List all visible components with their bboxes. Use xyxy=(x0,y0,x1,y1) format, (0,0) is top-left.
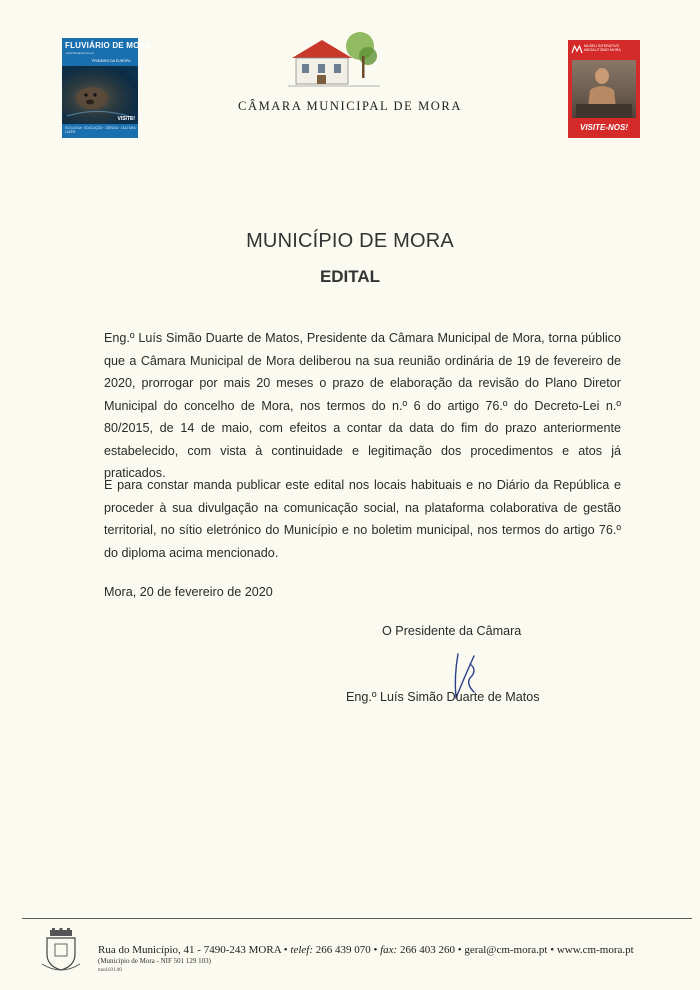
bullet-icon: • xyxy=(373,944,381,956)
footer-telef-label: telef: xyxy=(290,944,313,956)
form-code: mod.031.00 xyxy=(98,968,122,973)
footer-telef: 266 439 070 xyxy=(315,944,371,956)
fluviario-banner-footer: ECOLOGIA · EDUCAÇÃO · CIÊNCIA · CULTURA · LAZER xyxy=(65,126,138,134)
footer-email[interactable]: geral@cm-mora.pt xyxy=(464,944,548,956)
bullet-icon: • xyxy=(283,944,291,956)
edital-paragraph-2: E para constar manda publicar este edital nos locais habituais e no Diário da República e proceder à sua divulgação na comunicação social, na plataforma colaborativa de gestão territorial, no sítio eletrónico do Município e no boletim municipal, nos termos do artigo 76.º do diploma acima mencionado. xyxy=(104,478,621,560)
museum-banner xyxy=(568,40,640,138)
edital-paragraph-1: Eng.º Luís Simão Duarte de Matos, Presidente da Câmara Municipal de Mora, torna público que a Câmara Municipal de Mora deliberou na sua reunião ordinária de 19 de fevereiro de 2020, prorrogar por mais 20 meses o prazo de elaboração da revisão do Plano Diretor Municipal do concelho de Mora, nos termos do n.º 6 do artigo 76.º do Decreto-Lei n.º 80/2015, de 14 de maio, com efeitos a contar da data do fim do prazo anteriormente estabelecido, com vista à continuidade e legitimação dos procedimentos e atos já praticados. xyxy=(104,331,621,480)
footer-contact-line xyxy=(98,944,634,956)
museum-visit-label: VISITE-NOS! xyxy=(579,123,628,132)
fluviario-visit-label: VISITE! xyxy=(117,116,135,122)
town-hall-emblem xyxy=(286,30,382,92)
fluviario-banner-subtitle: www.fluviariomora.pt xyxy=(66,51,94,55)
museum-banner-heading: MUSEU INTERATIVO MEGALITISMO MORA xyxy=(584,44,621,53)
megalith-figure-photo xyxy=(572,60,636,118)
council-name: CÂMARA MUNICIPAL DE MORA xyxy=(238,99,462,113)
museum-logo-icon xyxy=(572,45,582,53)
footer-nif: (Município de Mora - NIF 501 129 103) xyxy=(98,957,211,965)
document-subheading: EDITAL xyxy=(319,267,381,286)
footer-divider xyxy=(22,918,692,919)
fluviario-banner xyxy=(62,38,152,138)
place-and-date: Mora, 20 de fevereiro de 2020 xyxy=(104,585,273,599)
fluviario-banner-title: FLUVIÁRIO DE MORA xyxy=(65,41,152,50)
document-heading: MUNICÍPIO DE MORA xyxy=(246,230,454,252)
bullet-icon: • xyxy=(457,944,465,956)
fluviario-banner-tagline: PRIMEIRO DA EUROPA xyxy=(92,59,131,63)
signatory-title: O Presidente da Câmara xyxy=(382,624,522,638)
municipal-coat-of-arms-icon xyxy=(40,928,82,974)
footer-fax-label: fax: xyxy=(380,944,398,956)
footer-fax: 266 403 260 xyxy=(399,944,455,956)
footer-address: Rua do Município, 41 - 7490-243 MORA xyxy=(98,944,282,956)
footer-website[interactable]: www.cm-mora.pt xyxy=(556,944,634,956)
signatory-name: Eng.º Luís Simão Duarte de Matos xyxy=(346,690,540,704)
bullet-icon: • xyxy=(550,944,557,956)
